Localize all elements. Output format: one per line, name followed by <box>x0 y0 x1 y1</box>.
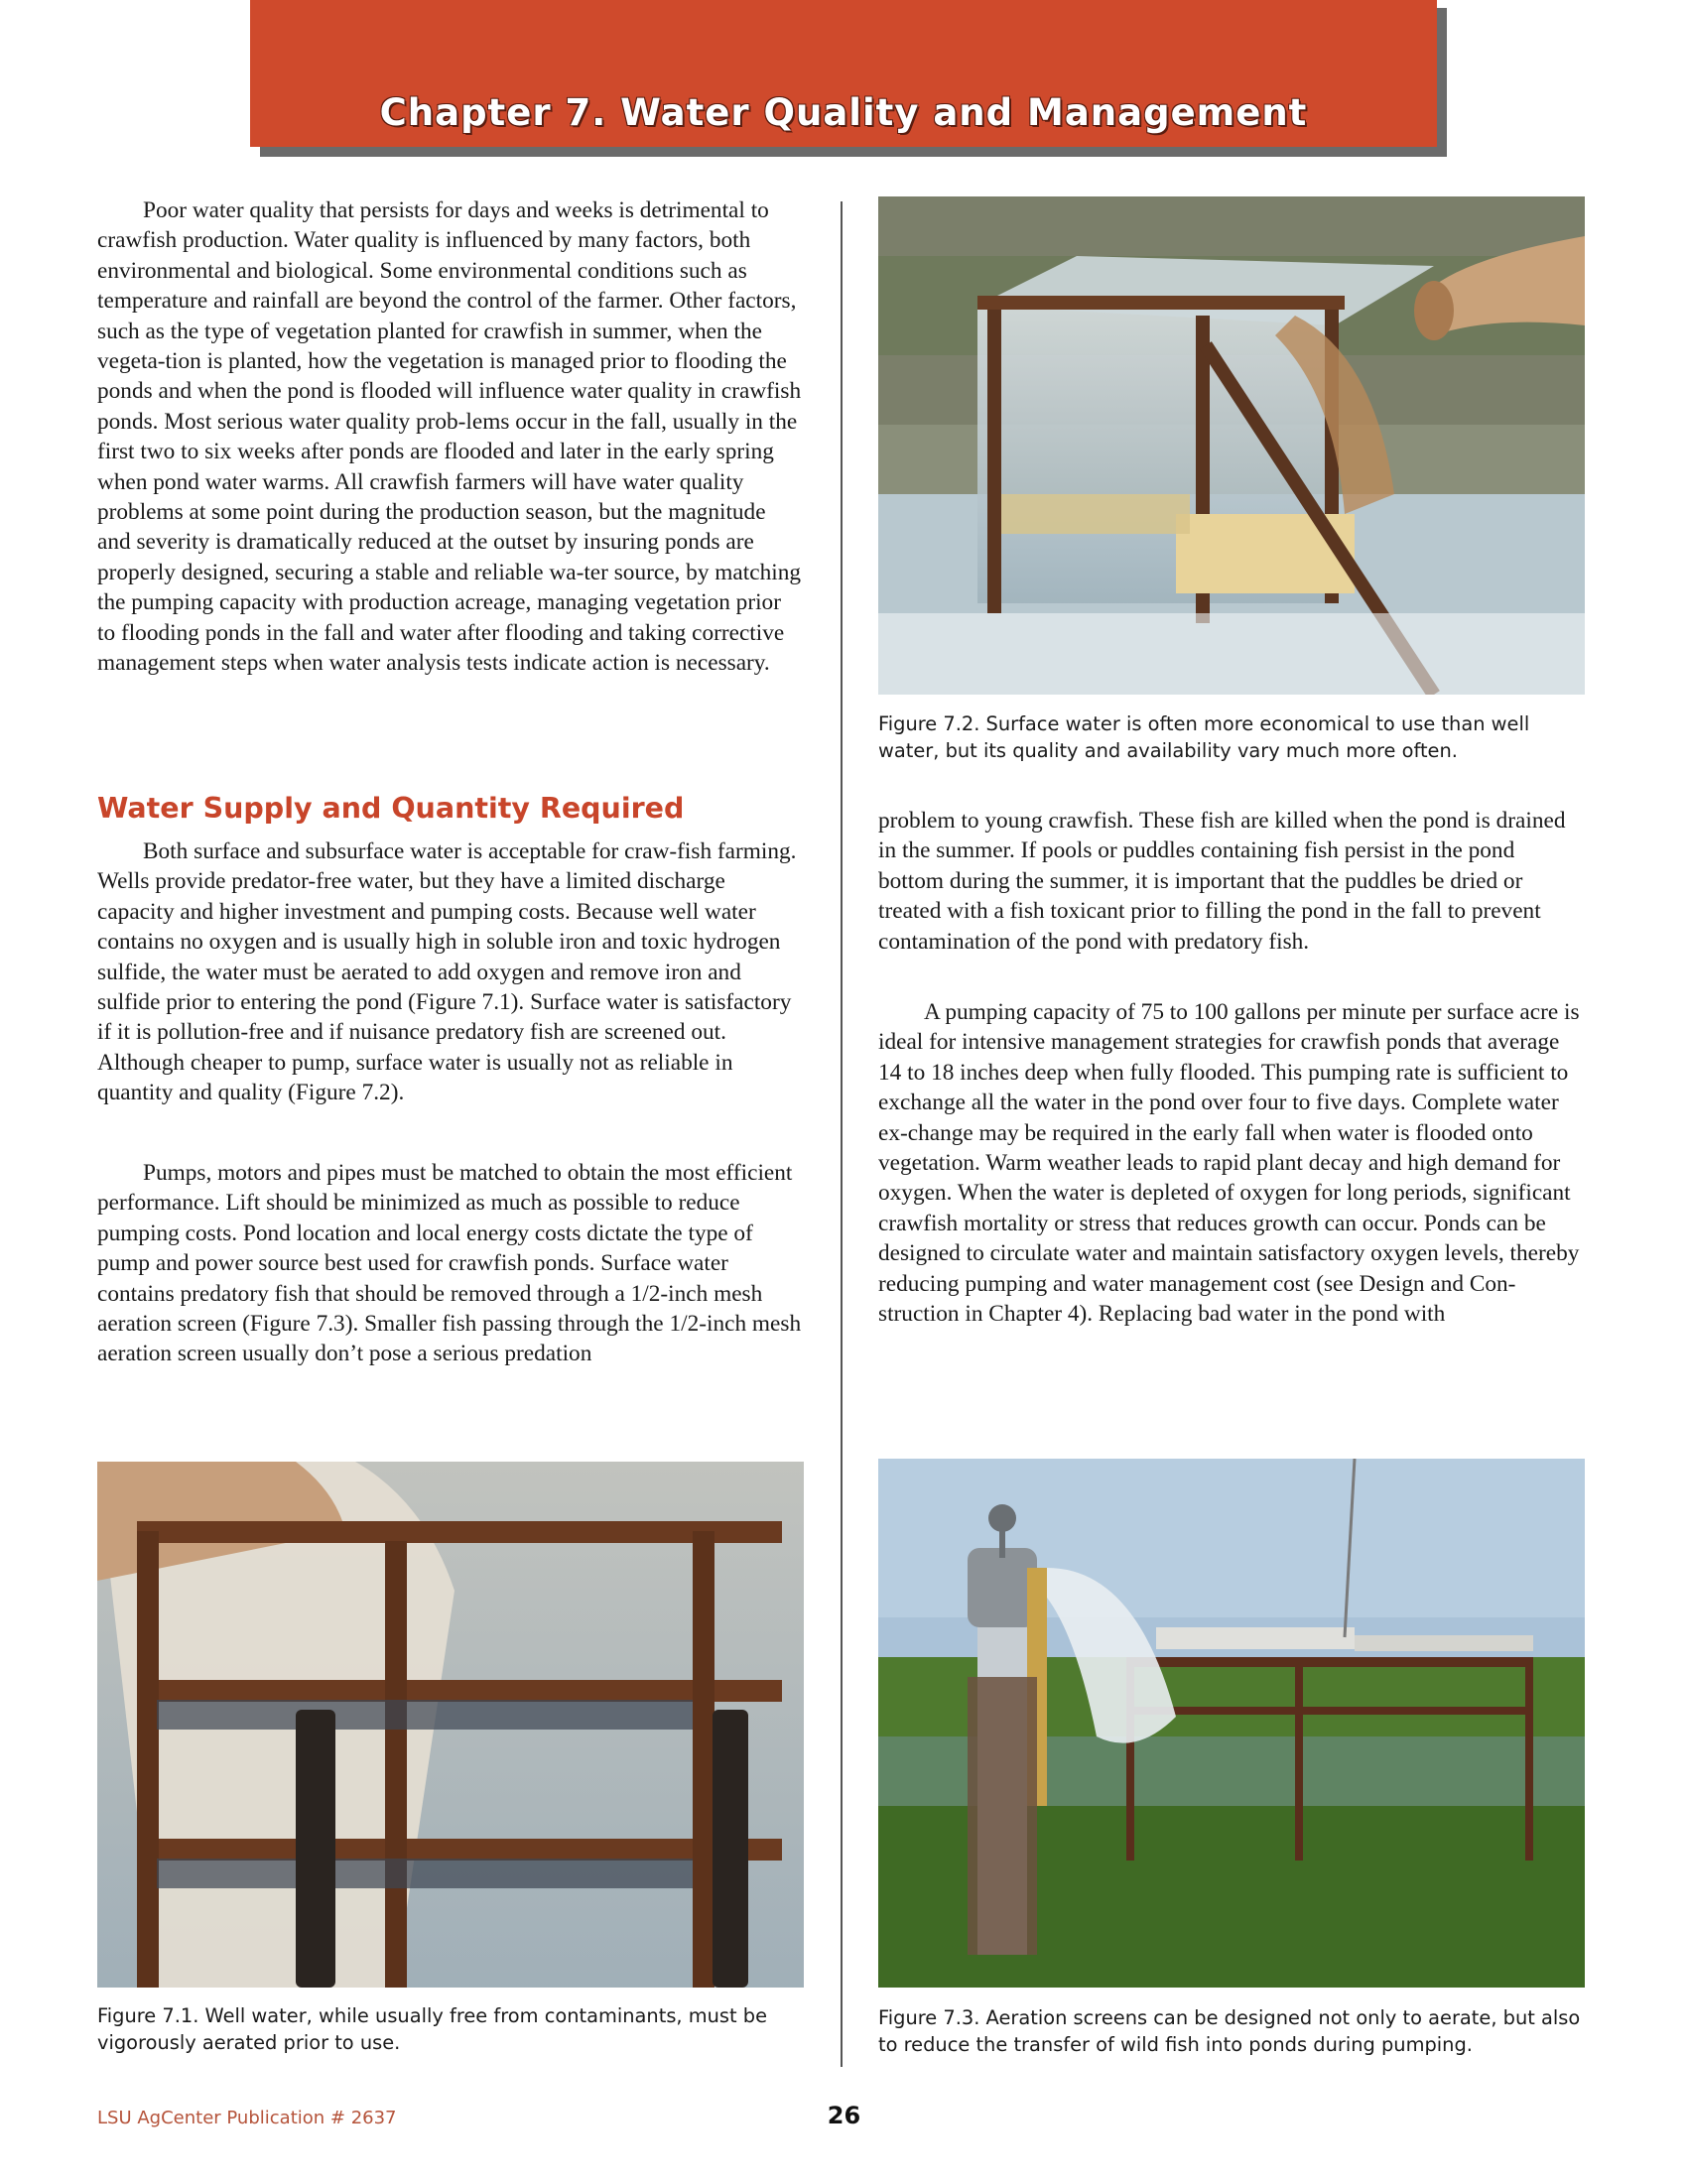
figure-7-3-caption: Figure 7.3. Aeration screens can be designed not only to aerate, but also to reduce the transfer of wild fish into ponds during pumping. <box>878 2006 1581 2056</box>
intro-paragraph: Poor water quality that persists for days and weeks is detrimental to crawfish production. Water quality is influenced by many factors, both environmental and biological. Some environmental conditions such as temperature and rainfall are beyond the control of the farmer. Other factors, such as the type of vegetation planted for crawfish in summer, when the vegeta-tion is planted, how the vegetation is managed prior to flooding the ponds and when the pond is flooded will influence water quality in crawfish ponds. Most serious water quality prob-lems occur in the fall, usually in the first two to six weeks after ponds are flooded and later in the early spring when pond water warms. All crawfish farmers will have water quality problems at some point during the production season, but the magnitude and severity is dramatically reduced at the outset by insuring ponds are properly designed, securing a stable and reliable wa-ter source, by matching the pumping capacity with production acreage, managing vegetation prior to flooding ponds in the fall and water after flooding and taking corrective management steps when water analysis tests indicate action is necessary. <box>97 197 802 677</box>
footer-publication: LSU AgCenter Publication # 2637 <box>97 2108 397 2128</box>
figure-7-1-photo <box>97 1462 804 1988</box>
figure-7-1-caption: Figure 7.1. Well water, while usually free from contaminants, must be vigorously aerated prior to use. <box>97 2004 768 2054</box>
column-divider <box>841 201 843 2067</box>
paragraph-water-supply: Both surface and subsurface water is acceptable for craw-fish farming. Wells provide predator-free water, but they have a limited discharge capacity and higher investment and pumping costs. Because well water contains no oxygen and is usually high in soluble iron and toxic hydrogen sulfide, the water must be aerated to add oxygen and remove iron and sulfide prior to entering the pond (Figure 7.1). Surface water is satisfactory if it is pollution-free and if nuisance predatory fish are screened out. Although cheaper to pump, surface water is usually not as reliable in quantity and quality (Figure 7.2). <box>97 838 797 1106</box>
section-heading: Water Supply and Quantity Required <box>97 792 685 825</box>
chapter-title: Chapter 7. Water Quality and Management <box>379 91 1308 134</box>
page-number: 26 <box>827 2102 861 2129</box>
paragraph-pumping-capacity: A pumping capacity of 75 to 100 gallons per minute per surface acre is ideal for intensive management strategies for crawfish ponds that average 14 to 18 inches deep when fully flooded. This pumping rate is sufficient to exchange all the water in the pond over four to five days. Complete water ex-change may be required in the early fall when water is flooded onto vegetation. Warm weather leads to rapid plant decay and high demand for oxygen. When the water is depleted of oxygen for long periods, significant crawfish mortality or stress that reduces growth can occur. Ponds can be designed to circulate water and maintain satisfactory oxygen levels, thereby reducing pumping and water management cost (see Design and Con-struction in Chapter 4). Replacing bad water in the pond with <box>878 999 1580 1328</box>
figure-7-3-photo <box>878 1459 1585 1988</box>
figure-7-2-photo <box>878 196 1585 695</box>
paragraph-pumps: Pumps, motors and pipes must be matched to obtain the most efficient performance. Lift should be minimized as much as possible to reduce pumping costs. Pond location and local energy costs dictate the type of pump and power source best used for crawfish ponds. Surface water contains predatory fish that should be removed through a 1/2-inch mesh aeration screen (Figure 7.3). Smaller fish passing through the 1/2-inch mesh aeration screen usually don’t pose a serious predation <box>97 1160 802 1367</box>
paragraph-continued: problem to young crawfish. These fish are killed when the pond is drained in the summer. If pools or puddles containing fish persist in the pond bottom during the summer, it is important that the puddles be dried or treated with a fish toxicant prior to filling the pond in the fall to prevent contamination of the pond with predatory fish. <box>878 808 1566 955</box>
figure-7-2-caption: Figure 7.2. Surface water is often more economical to use than well water, but its quality and availability vary much more often. <box>878 712 1530 762</box>
